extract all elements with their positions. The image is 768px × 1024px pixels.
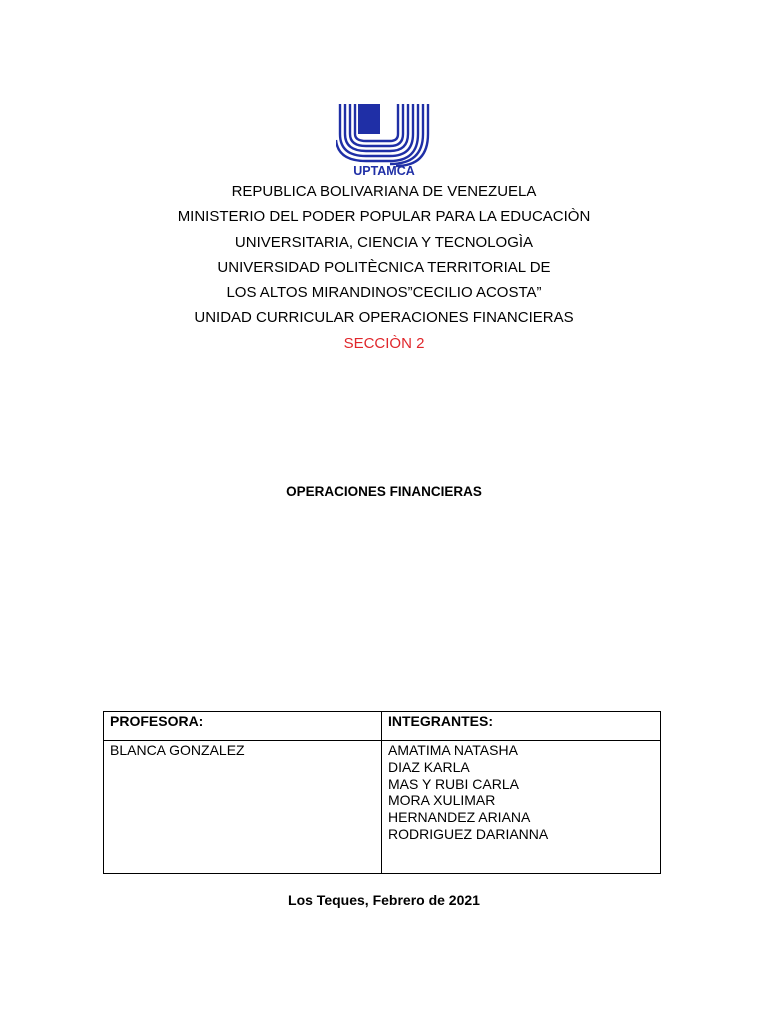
members-header: INTEGRANTES:	[382, 712, 661, 741]
member-name: AMATIMA NATASHA	[388, 742, 518, 758]
professor-header: PROFESORA:	[104, 712, 382, 741]
header-line: UNIDAD CURRICULAR OPERACIONES FINANCIERAS	[194, 309, 574, 327]
member-name: HERNANDEZ ARIANA	[388, 809, 531, 826]
members-list	[382, 741, 661, 874]
university-logo	[336, 100, 432, 176]
header-line: REPUBLICA BOLIVARIANA DE VENEZUELA	[231, 183, 537, 200]
institution-header	[0, 179, 768, 356]
member-name: MAS Y RUBI CARLA	[388, 775, 519, 792]
member-name: MORA XULIMAR	[388, 792, 496, 809]
header-line: MINISTERIO DEL PODER POPULAR PARA LA EDUCACIÒN	[177, 208, 591, 226]
member-name: DIAZ KARLA	[388, 758, 470, 775]
table-header-row	[104, 712, 661, 741]
members-table	[103, 711, 661, 874]
document-title: OPERACIONES FINANCIERAS	[286, 484, 482, 499]
header-line: LOS ALTOS MIRANDINOS”CECILIO ACOSTA”	[226, 284, 542, 302]
section-label: SECCIÒN 2	[343, 334, 425, 352]
professor-name: BLANCA GONZALEZ	[104, 741, 382, 874]
place-date: Los Teques, Febrero de 2021	[288, 892, 480, 908]
logo-text: UPTAMCA	[353, 164, 415, 176]
table-row	[104, 741, 661, 874]
header-line: UNIVERSITARIA, CIENCIA Y TECNOLOGÌA	[234, 233, 534, 251]
member-name: RODRIGUEZ DARIANNA	[388, 825, 549, 842]
header-line: UNIVERSIDAD POLITÈCNICA TERRITORIAL DE	[217, 258, 551, 276]
